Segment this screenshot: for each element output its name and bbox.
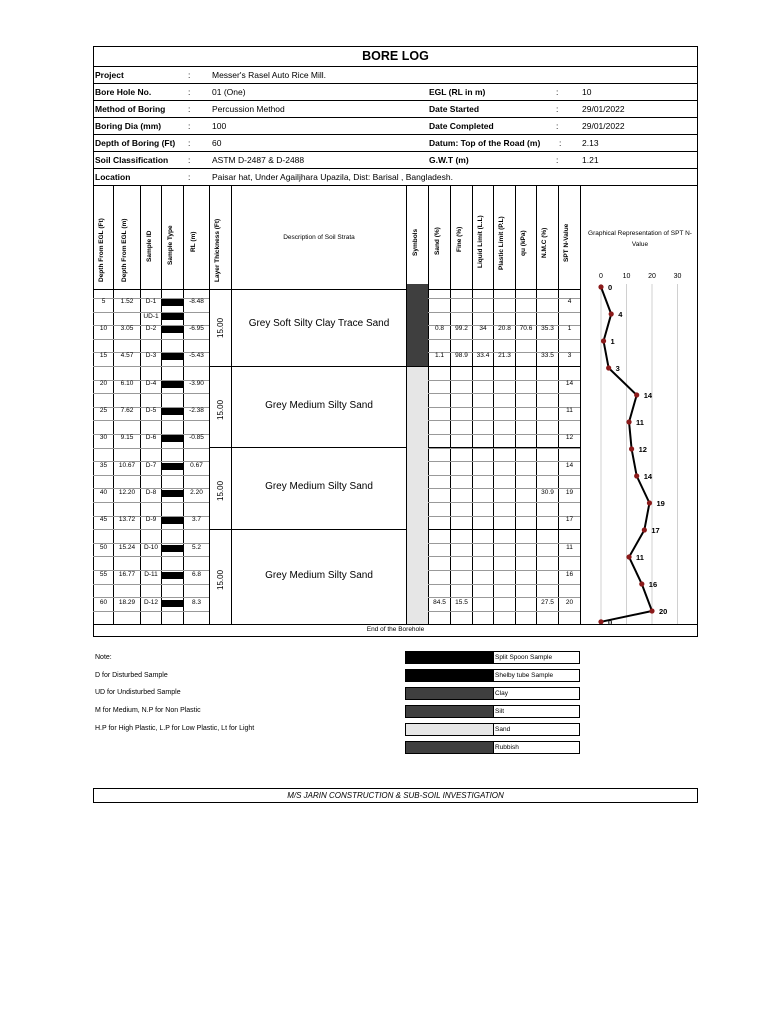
fine-cell: 98.9 [455,352,468,359]
row-line [93,597,209,598]
sample-id-cell: D-5 [145,407,157,414]
header-sand: Sand (%) [434,227,441,255]
legend-item [405,741,580,754]
spt-data-label: 3 [615,364,620,373]
depth-m-cell: 3.05 [120,325,134,332]
legend-swatch [406,688,494,699]
colon: : [556,104,559,114]
sand-cell: 1.1 [434,352,445,359]
header-description: Description of Soil Strata [283,234,355,241]
dia-label: Boring Dia (mm) [95,121,162,131]
project-label: Project [95,70,124,80]
sample-id-cell: D-1 [145,298,157,305]
row-line [93,584,209,585]
header-graph-title: Graphical Representation of SPT N-Value [588,230,692,248]
depth-m-cell: 12.20 [118,489,136,496]
note-line: H.P for High Plastic, L.P for Low Plastic, Lt for Light [95,725,255,732]
sand-cell: 84.5 [433,599,446,606]
rl-cell: -0.85 [189,434,204,441]
page-title: BORE LOG [93,46,698,67]
datum-value: 2.13 [582,138,599,148]
row-line [428,434,580,435]
spt-cell: 19 [565,489,574,496]
depth-m-cell: 18.29 [118,599,136,606]
row-line [428,393,580,394]
spt-point [639,581,644,586]
col-divider [450,186,451,624]
row-line [428,502,580,503]
colon: : [188,172,191,182]
spt-point [606,365,611,370]
spt-cell: 4 [567,298,572,305]
spt-cell: 1 [567,325,572,332]
legend-item [405,669,580,682]
liquid-limit-cell: 33.4 [476,352,490,359]
borehole-value: 01 (One) [212,87,246,97]
spt-data-label: 0 [608,617,613,624]
date-started-value: 29/01/2022 [582,104,625,114]
depth-m-cell: 16.77 [118,571,136,578]
spt-cell: 20 [565,599,574,606]
spt-cell: 17 [565,516,574,523]
rl-cell: -8.48 [189,298,204,305]
row-line [93,556,209,557]
col-divider [113,186,114,624]
row-line [428,611,580,612]
col-divider [428,186,429,624]
depth-ft-cell: 20 [99,380,108,387]
colon: : [556,155,559,165]
rl-cell: -2.38 [189,407,204,414]
header-depth-m: Depth From EGL (m) [121,218,128,282]
nmc-cell: 30.9 [541,489,554,496]
depth-m-cell: 7.62 [120,407,134,414]
legend-label: Split Spoon Sample [495,654,553,661]
spt-data-label: 1 [610,337,615,346]
x-tick-label: 30 [673,273,682,280]
rl-cell: 8.3 [191,599,202,606]
depth-ft-cell: 55 [99,571,108,578]
sample-id-cell: D-9 [145,516,157,523]
rl-cell: 2.20 [190,489,203,496]
x-tick-label: 10 [622,273,631,280]
egl-value: 10 [582,87,592,97]
colon: : [556,87,559,97]
info-row-depth [93,135,698,152]
nmc-cell: 35.3 [541,325,554,332]
spt-data-label: 16 [648,580,658,589]
depth-ft-cell: 60 [99,599,108,606]
row-line [93,475,209,476]
layer-boundary [209,447,580,448]
row-line [93,448,209,449]
plastic-limit-cell: 20.8 [498,325,511,332]
colon: : [188,155,191,165]
fine-cell: 15.5 [455,599,468,606]
spt-data-label: 20 [659,607,668,616]
depth-ft-cell: 35 [99,462,108,469]
x-tick-label: 0 [599,273,603,280]
header-fine: Fine (%) [456,226,463,252]
sample-id-cell: D-4 [145,380,157,387]
legend-label: Sand [495,726,511,733]
depth-m-cell: 10.67 [118,462,136,469]
col-divider [183,186,184,624]
dia-value: 100 [212,121,227,131]
gwt-label: G.W.T (m) [429,155,469,165]
row-line [93,611,209,612]
legend-swatch [406,652,494,663]
col-divider [493,186,494,624]
spt-cell: 16 [565,571,574,578]
colon: : [188,138,191,148]
row-line [93,366,209,367]
layer-description-1: Grey Soft Silty Clay Trace Sand [248,318,390,329]
method-value: Percussion Method [212,104,285,114]
legend-swatch [406,742,494,753]
soil-value: ASTM D-2487 & D-2488 [212,155,305,165]
split-spoon-sample-mark [162,353,183,360]
depth-ft-cell: 45 [99,516,108,523]
row-line [93,502,209,503]
spt-point [601,338,606,343]
spt-point [626,554,631,559]
end-row-top-line [93,624,698,625]
sample-id-cell: D-7 [145,462,157,469]
layer-description-3: Grey Medium Silty Sand [265,481,373,492]
method-label: Method of Boring [95,104,166,114]
depth-ft-cell: 10 [99,325,108,332]
header-plastic-limit: Plastic Limit (P.L) [498,216,505,270]
footer-company: M/S JARIN CONSTRUCTION & SUB-SOIL INVESTIGATION [93,788,698,803]
info-row-soil [93,152,698,169]
header-depth-ft: Depth From EGL (Ft) [98,218,105,282]
project-value: Messer's Rasel Auto Rice Mill. [212,70,327,80]
split-spoon-sample-mark [162,463,183,470]
rl-cell: 0.67 [190,462,203,469]
row-line [428,407,580,408]
nmc-cell: 27.5 [541,599,554,606]
spt-point [634,473,639,478]
gwt-value: 1.21 [582,155,599,165]
header-sample-type: Sample Type [167,225,174,265]
legend-label: Clay [495,690,509,697]
rl-cell: 5.2 [191,544,202,551]
layer-thickness-1: 15.00 [216,317,225,338]
spt-data-label: 11 [636,418,644,427]
spt-point [634,392,639,397]
info-row-dia [93,118,698,135]
rl-cell: -5.43 [189,352,204,359]
spt-point [629,446,634,451]
datum-label: Datum: Top of the Road (m) [429,138,541,148]
legend-label: Rubbish [495,744,519,751]
spt-point [649,608,654,613]
header-spt: SPT N-Value [563,223,570,262]
spt-data-label: 14 [643,472,653,481]
header-layer-thickness: Layer Thickness (Ft) [214,218,221,282]
depth-ft-cell: 50 [99,544,108,551]
shelby-tube-sample-mark [162,313,183,320]
sample-id-cell: D-10 [143,544,159,551]
col-divider [558,186,559,624]
sand-cell: 0.8 [434,325,445,332]
split-spoon-sample-mark [162,490,183,497]
info-row-method [93,101,698,118]
symbol-clay [407,284,428,366]
split-spoon-sample-mark [162,545,183,552]
spt-point [647,500,652,505]
spt-cell: 3 [567,352,572,359]
rl-cell: 3.7 [191,516,202,523]
spt-point [642,527,647,532]
legend-swatch [406,706,494,717]
row-line [428,339,580,340]
note-line: UD for Undisturbed Sample [95,689,181,696]
split-spoon-sample-mark [162,299,183,306]
row-line [93,393,209,394]
row-line [428,312,580,313]
spt-data-label: 19 [656,499,665,508]
sample-id-cell: D-11 [144,571,158,578]
depth-ft-cell: 15 [99,352,108,359]
depth-m-cell: 4.57 [120,352,134,359]
row-line [428,516,580,517]
depth-m-cell: 13.72 [118,516,136,523]
qu-cell: 70.6 [519,325,533,332]
spt-point [626,419,631,424]
split-spoon-sample-mark [162,408,183,415]
spt-cell: 12 [565,434,574,441]
layer-thickness-2: 15.00 [216,399,225,420]
location-label: Location [95,172,131,182]
colon: : [559,138,562,148]
depth-ft-cell: 30 [99,434,108,441]
spt-data-label: 0 [608,283,613,292]
layer-description-4: Grey Medium Silty Sand [265,570,373,581]
split-spoon-sample-mark [162,600,183,607]
note-line: D for Disturbed Sample [95,672,168,679]
col-divider [472,186,473,624]
info-row-project [93,67,698,84]
row-line [428,584,580,585]
spt-point [598,284,603,289]
soil-label: Soil Classification [95,155,169,165]
depth-ft-cell: 5 [101,298,106,305]
liquid-limit-cell: 34 [479,325,487,332]
info-row-location [93,169,698,186]
row-line [428,420,580,421]
note-line: M for Medium, N.P for Non Plastic [95,707,201,714]
spt-cell: 11 [566,407,573,414]
layer-boundary [209,529,580,530]
col-divider [161,186,162,624]
col-divider [536,186,537,624]
nmc-cell: 33.5 [541,352,554,359]
col-divider [515,186,516,624]
sample-id-cell: D-2 [145,325,157,332]
header-bottom-line [93,289,581,290]
spt-cell: 14 [565,462,574,469]
legend-label: Shelby tube Sample [495,672,554,679]
x-tick-label: 20 [648,273,656,280]
header-rl: RL (m) [190,231,197,252]
depth-m-cell: 6.10 [120,380,134,387]
depth-value: 60 [212,138,222,148]
depth-ft-cell: 25 [99,407,108,414]
legend-item [405,705,580,718]
rl-cell: 6.8 [191,571,202,578]
plastic-limit-cell: 21.3 [498,352,511,359]
col-divider [140,186,141,624]
split-spoon-sample-mark [162,517,183,524]
spt-data-label: 17 [651,526,660,535]
fine-cell: 99.2 [455,325,468,332]
row-line [93,529,209,530]
spt-chart [581,186,697,624]
colon: : [188,104,191,114]
split-spoon-sample-mark [162,326,183,333]
date-started-label: Date Started [429,104,480,114]
depth-ft-cell: 40 [99,489,108,496]
legend-swatch [406,670,494,681]
spt-data-label: 12 [638,445,647,454]
sample-id-cell: D-6 [145,434,157,441]
rl-cell: -6.95 [189,325,204,332]
location-value: Paisar hat, Under Agailjhara Upazila, Dist: Barisal , Bangladesh. [212,172,453,182]
spt-point [609,311,614,316]
colon: : [188,70,191,80]
borehole-label: Bore Hole No. [95,87,152,97]
spt-cell: 11 [566,544,573,551]
col-divider [209,186,210,624]
row-line [93,420,209,421]
row-line [93,339,209,340]
end-of-borehole: End of the Borehole [366,626,425,633]
depth-m-cell: 9.15 [120,434,134,441]
legend-item [405,687,580,700]
depth-m-cell: 15.24 [118,544,136,551]
header-qu: qu (kPa) [520,230,527,256]
layer-boundary [209,366,580,367]
legend-item [405,651,580,664]
legend-swatch [406,724,494,735]
spt-data-label: 14 [643,391,653,400]
sample-id-cell: D-3 [145,352,157,359]
symbol-sand [407,367,428,624]
row-line [428,543,580,544]
split-spoon-sample-mark [162,435,183,442]
notes-heading: Note: [95,654,112,661]
header-nmc: N.M.C (%) [541,227,548,258]
legend-item [405,723,580,736]
info-row-borehole [93,84,698,101]
row-line [428,461,580,462]
spt-data-label: 4 [618,310,623,319]
date-completed-value: 29/01/2022 [582,121,625,131]
row-line [428,380,580,381]
spt-data-label: 11 [636,553,644,562]
row-line [428,448,580,449]
legend-label: Silt [495,708,505,715]
rl-cell: -3.90 [189,380,204,387]
header-sample-id: Sample ID [146,230,153,262]
split-spoon-sample-mark [162,381,183,388]
row-line [428,475,580,476]
egl-label: EGL (RL in m) [429,87,486,97]
colon: : [556,121,559,131]
row-line [428,556,580,557]
depth-m-cell: 1.52 [120,298,134,305]
row-line [428,597,580,598]
ud-sample-id: UD-1 [143,313,159,320]
spt-cell: 14 [565,380,574,387]
header-symbols: Symbols [412,228,419,256]
sample-id-cell: D-8 [145,489,157,496]
colon: : [188,121,191,131]
split-spoon-sample-mark [162,572,183,579]
date-completed-label: Date Completed [429,121,494,131]
colon: : [188,87,191,97]
depth-label: Depth of Boring (Ft) [95,138,176,148]
header-liquid-limit: Liquid Limit (L.L) [477,215,484,268]
layer-description-2: Grey Medium Silty Sand [265,400,373,411]
sample-id-cell: D-12 [143,599,159,606]
layer-thickness-3: 15.00 [216,480,225,501]
layer-thickness-4: 15.00 [216,569,225,590]
row-line [428,570,580,571]
row-line [428,298,580,299]
